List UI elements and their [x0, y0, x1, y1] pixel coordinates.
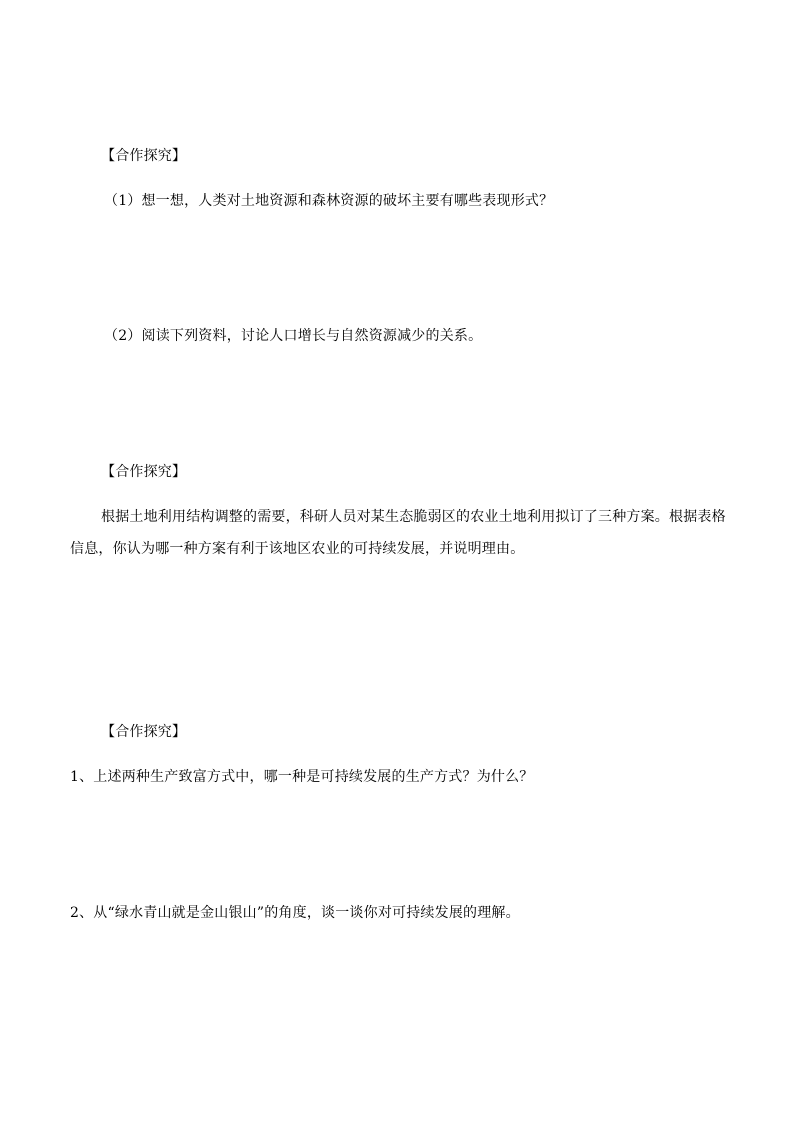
- section3-question-2: 2、从“绿水青山就是金山银山”的角度，谈一谈你对可持续发展的理解。: [70, 905, 520, 921]
- section1-question-1: （1）想一想，人类对土地资源和森林资源的破坏主要有哪些表现形式？: [104, 193, 554, 209]
- section3-question-1: 1、上述两种生产致富方式中，哪一种是可持续发展的生产方式？为什么？: [70, 769, 534, 785]
- section3-heading: 【合作探究】: [101, 724, 187, 740]
- section2-paragraph-line-1: 根据土地利用结构调整的需要，科研人员对某生态脆弱区的农业土地利用拟订了三种方案。根据表格: [101, 509, 726, 525]
- section1-question-2: （2）阅读下列资料，讨论人口增长与自然资源减少的关系。: [104, 328, 483, 344]
- section2-heading: 【合作探究】: [101, 464, 187, 480]
- section1-heading: 【合作探究】: [101, 148, 187, 164]
- section2-paragraph-line-2: 信息，你认为哪一种方案有利于该地区农业的可持续发展，并说明理由。: [70, 541, 525, 557]
